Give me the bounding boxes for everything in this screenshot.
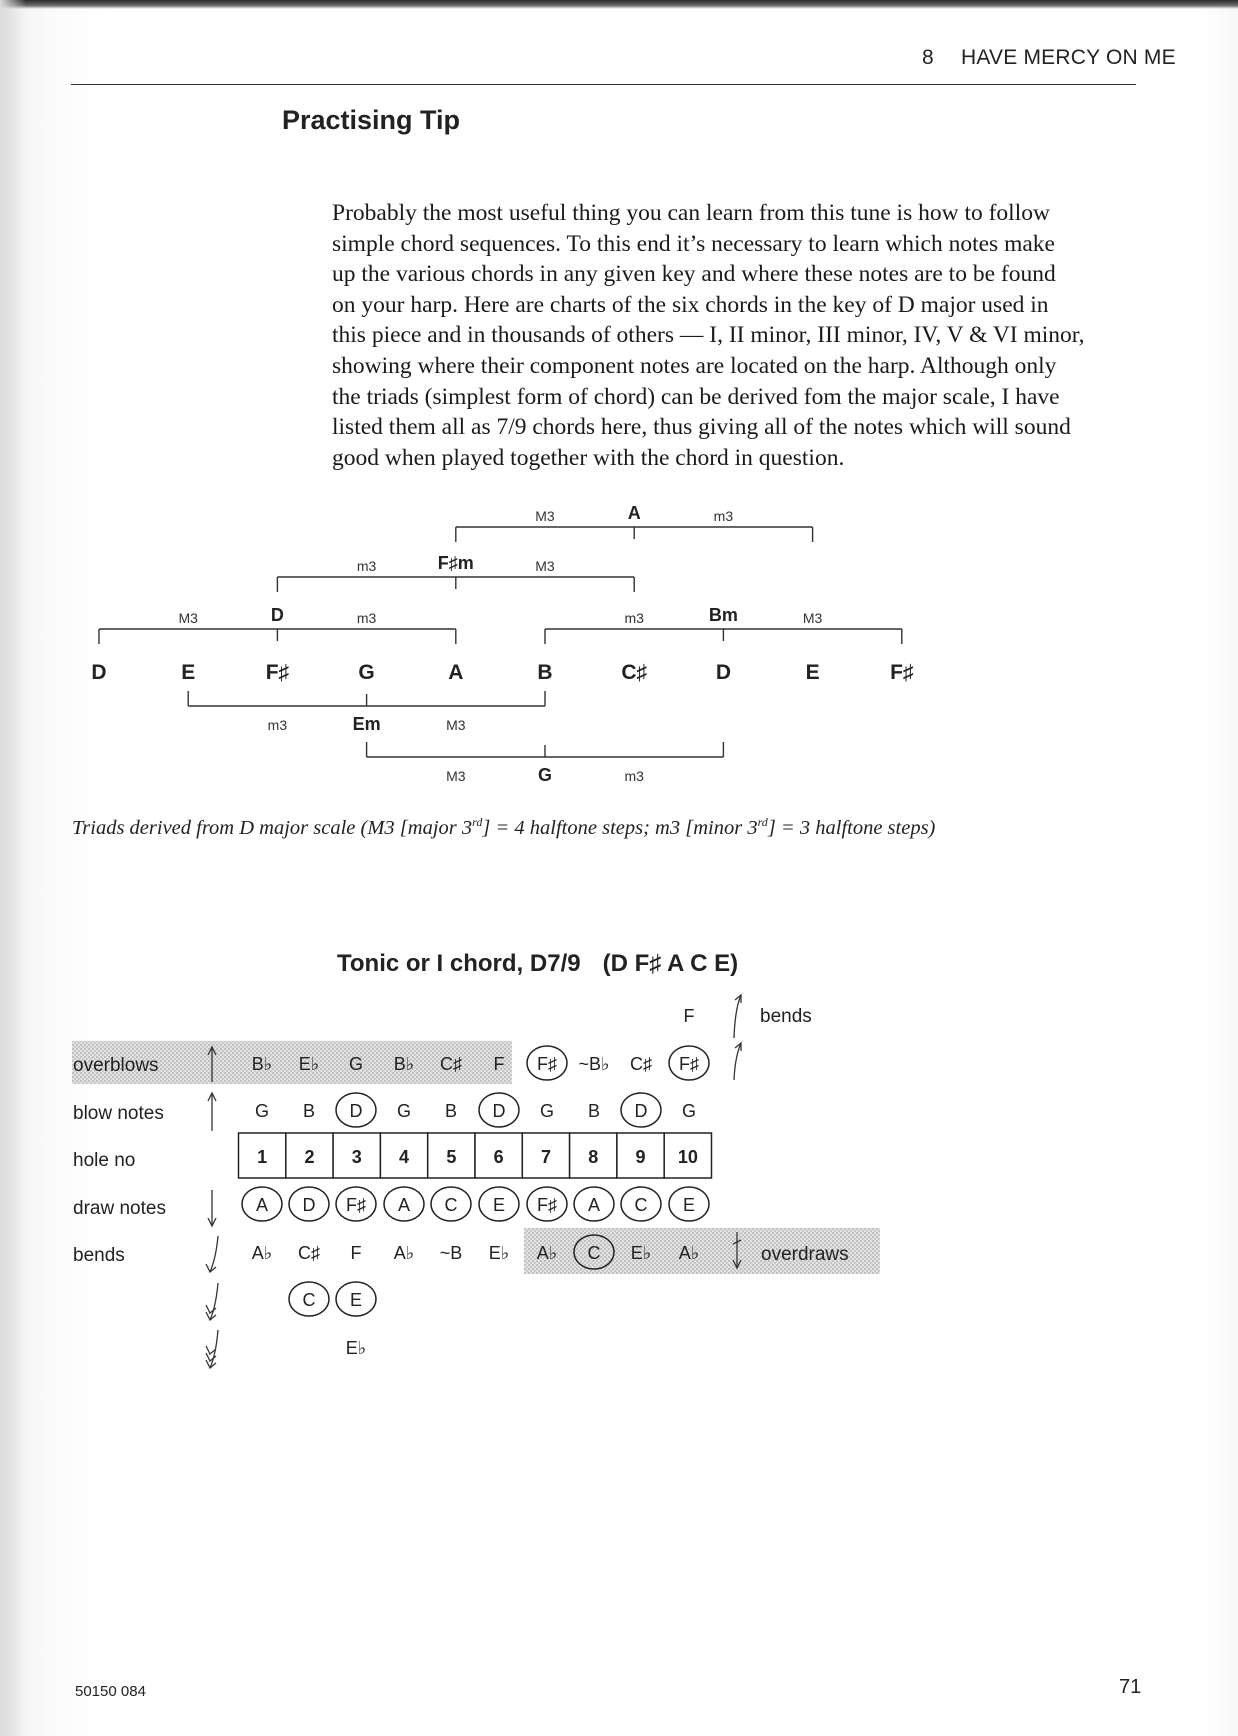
note-label: F — [683, 1006, 695, 1026]
row-label-draw-notes: draw notes — [73, 1198, 166, 1219]
row-label-bends: bends — [73, 1245, 125, 1266]
blow-arrow-icon — [208, 1093, 216, 1131]
overblow-note — [630, 1054, 652, 1074]
hole-number: 6 — [493, 1147, 504, 1167]
caption-text: ] = 4 halftone steps; m3 [minor 3 — [482, 816, 758, 839]
catalogue-code: 50150 084 — [75, 1683, 146, 1700]
note-label: E♭ — [345, 1338, 367, 1358]
note-label: B — [444, 1101, 458, 1121]
note-label: G — [348, 1054, 364, 1074]
interval-label: m3 — [356, 558, 377, 574]
interval-label: M3 — [802, 610, 823, 626]
overdraws-label: overdraws — [761, 1244, 849, 1265]
draw-note — [479, 1187, 519, 1221]
note-label: D — [492, 1101, 506, 1121]
overblow-note — [440, 1054, 462, 1074]
paragraph-line: on your harp. Here are charts of the six chords in the key of D major used in — [332, 291, 1049, 318]
draw-note — [669, 1187, 709, 1221]
blow-bend-note — [684, 1006, 695, 1026]
chord-name: F♯m — [437, 553, 474, 573]
paragraph-line: listed them all as 7/9 chords here, thus giving all of the notes which will sound — [332, 414, 1071, 441]
overblow-note — [669, 1046, 709, 1080]
draw-bend-note — [440, 1243, 463, 1263]
hole-number: 7 — [540, 1147, 551, 1167]
note-label: A — [587, 1195, 601, 1215]
caption-superscript: rd — [757, 815, 768, 829]
blow-note — [588, 1101, 600, 1121]
note-label: D — [349, 1101, 363, 1121]
chord-name: Bm — [708, 605, 738, 625]
hole-number: 4 — [399, 1147, 410, 1167]
note-label: E♭ — [298, 1054, 320, 1074]
blow-note — [303, 1101, 315, 1121]
draw-note — [336, 1187, 376, 1221]
draw-bend-arrow-icon — [206, 1283, 218, 1320]
note-label: B — [587, 1101, 601, 1121]
interval-label: M3 — [535, 508, 555, 524]
caption-superscript: rd — [472, 815, 483, 829]
note-label: A♭ — [251, 1243, 273, 1263]
chord-name: Em — [352, 714, 381, 734]
note-label: ~B♭ — [578, 1054, 610, 1074]
interval-label: M3 — [446, 717, 466, 733]
paragraph-line: simple chord sequences. To this end it’s necessary to learn which notes make — [332, 230, 1055, 257]
note-label: F — [350, 1243, 362, 1263]
note-label: C♯ — [440, 1054, 462, 1074]
chord-name: Tonic or I chord, D7/9 — [337, 950, 581, 977]
draw-note — [242, 1187, 282, 1221]
note-label: A♭ — [678, 1243, 700, 1263]
draw-bend-arrow-icon — [206, 1236, 218, 1272]
blow-note — [479, 1093, 519, 1127]
row-label-blow-notes: blow notes — [73, 1103, 164, 1124]
draw-bend-note — [631, 1243, 652, 1263]
note-label: F♯ — [346, 1195, 366, 1215]
scale-note: E — [181, 661, 196, 684]
caption-text: Triads derived from D major scale (M3 [major 3 — [72, 816, 473, 839]
chord-name: G — [537, 765, 553, 785]
blow-bend-arrow-icon — [734, 995, 741, 1038]
overblow-note — [252, 1054, 273, 1074]
draw-bend-note — [252, 1243, 273, 1263]
overblow-note — [349, 1054, 363, 1074]
scale-note: D — [715, 661, 731, 684]
hole-number: 10 — [677, 1147, 698, 1167]
draw-arrow-icon — [208, 1190, 216, 1226]
paragraph-line: showing where their component notes are located on the harp. Although only — [332, 352, 1057, 379]
note-label: D — [302, 1195, 316, 1215]
note-label: ~B — [439, 1243, 463, 1263]
scale-note: F♯ — [265, 661, 290, 684]
row-label-overblows: overblows — [73, 1055, 159, 1076]
note-label: B♭ — [251, 1054, 273, 1074]
interval-label: m3 — [624, 768, 644, 784]
caption-text: ] = 3 halftone steps) — [767, 816, 936, 839]
interval-label: m3 — [267, 717, 288, 733]
note-label: B♭ — [393, 1054, 415, 1074]
note-label: G — [396, 1101, 412, 1121]
draw-note — [289, 1187, 329, 1221]
hole-number: 2 — [304, 1147, 315, 1167]
draw-bend-note — [351, 1243, 362, 1263]
scale-note: B — [537, 661, 553, 684]
blow-note — [397, 1101, 411, 1121]
draw-bend-note — [489, 1243, 510, 1263]
note-label: E♭ — [488, 1243, 510, 1263]
scale-note: A — [448, 661, 464, 684]
note-label: G — [254, 1101, 270, 1121]
blow-note — [621, 1093, 661, 1127]
draw-note — [527, 1187, 567, 1221]
note-label: F♯ — [537, 1054, 557, 1074]
note-label: D — [634, 1101, 648, 1121]
hole-number: 5 — [446, 1147, 457, 1167]
interval-label: m3 — [713, 508, 734, 524]
note-label: C — [302, 1290, 316, 1310]
overblow-note — [527, 1046, 567, 1080]
blow-note — [540, 1101, 554, 1121]
note-label: C — [634, 1195, 648, 1215]
scale-note: E — [805, 661, 820, 684]
scale-note: G — [358, 661, 375, 684]
scale-note: D — [91, 661, 107, 684]
scale-note: F♯ — [890, 661, 914, 684]
interval-label: M3 — [535, 558, 555, 574]
note-label: E — [682, 1195, 696, 1215]
note-label: G — [681, 1101, 697, 1121]
hole-number: 8 — [588, 1147, 599, 1167]
paragraph-line: up the various chords in any given key and where these notes are to be found — [332, 261, 1056, 288]
note-label: A♭ — [536, 1243, 558, 1263]
note-label: E♭ — [630, 1243, 652, 1263]
section-heading: Practising Tip — [282, 105, 461, 135]
note-label: F♯ — [537, 1195, 557, 1215]
draw-bend-note — [289, 1282, 329, 1316]
interval-label: m3 — [624, 610, 644, 626]
draw-note — [431, 1187, 471, 1221]
blow-bend-arrow-icon — [734, 1043, 741, 1080]
interval-label: m3 — [356, 610, 377, 626]
note-label: E — [349, 1290, 363, 1310]
interval-label: M3 — [178, 610, 198, 626]
blow-bends-label: bends — [760, 1006, 812, 1027]
overblow-note — [578, 1054, 609, 1074]
note-label: C♯ — [630, 1054, 652, 1074]
note-label: B — [302, 1101, 316, 1121]
scale-note: C♯ — [621, 661, 648, 684]
note-label: G — [539, 1101, 555, 1121]
paragraph-line: good when played together with the chord in question. — [332, 444, 845, 471]
draw-bend-note — [346, 1338, 367, 1358]
draw-bend-note — [336, 1282, 376, 1316]
paragraph-line: Probably the most useful thing you can learn from this tune is how to follow — [332, 200, 1050, 226]
note-label: C — [444, 1195, 458, 1215]
blow-note — [336, 1093, 376, 1127]
draw-bend-arrow-icon — [206, 1330, 218, 1368]
overblow-note — [394, 1054, 415, 1074]
chord-notes: (D F♯ A C E) — [602, 950, 739, 977]
row-label-hole-no: hole no — [73, 1150, 136, 1171]
draw-bend-note — [537, 1243, 558, 1263]
note-label: F — [493, 1054, 505, 1074]
overblow-note — [494, 1054, 505, 1074]
hole-number: 9 — [635, 1147, 646, 1167]
note-label: C♯ — [298, 1243, 320, 1263]
draw-bend-note — [298, 1243, 320, 1263]
draw-bend-note — [394, 1243, 415, 1263]
note-label: C — [587, 1243, 601, 1263]
draw-bend-note — [679, 1243, 700, 1263]
paragraph-line: this piece and in thousands of others — I, II minor, III minor, IV, V & VI minor, — [332, 322, 1085, 349]
paragraph-line: the triads (simplest form of chord) can be derived fom the major scale, I have — [332, 383, 1060, 410]
blow-note — [255, 1101, 269, 1121]
chapter-title: HAVE MERCY ON ME — [961, 46, 1176, 69]
chord-name: A — [627, 503, 641, 523]
blow-note — [445, 1101, 457, 1121]
blow-note — [682, 1101, 696, 1121]
note-label: A — [255, 1195, 269, 1215]
draw-note — [574, 1187, 614, 1221]
note-label: A♭ — [393, 1243, 415, 1263]
interval-label: M3 — [446, 768, 466, 784]
hole-number: 3 — [351, 1147, 362, 1167]
draw-note — [621, 1187, 661, 1221]
note-label: E — [492, 1195, 506, 1215]
chapter-number: 8 — [922, 46, 934, 69]
chord-name: D — [270, 605, 284, 625]
note-label: A — [397, 1195, 411, 1215]
note-label: F♯ — [679, 1054, 699, 1074]
hole-number: 1 — [257, 1147, 268, 1167]
overblow-note — [299, 1054, 320, 1074]
draw-note — [384, 1187, 424, 1221]
page-number: 71 — [1119, 1676, 1142, 1698]
